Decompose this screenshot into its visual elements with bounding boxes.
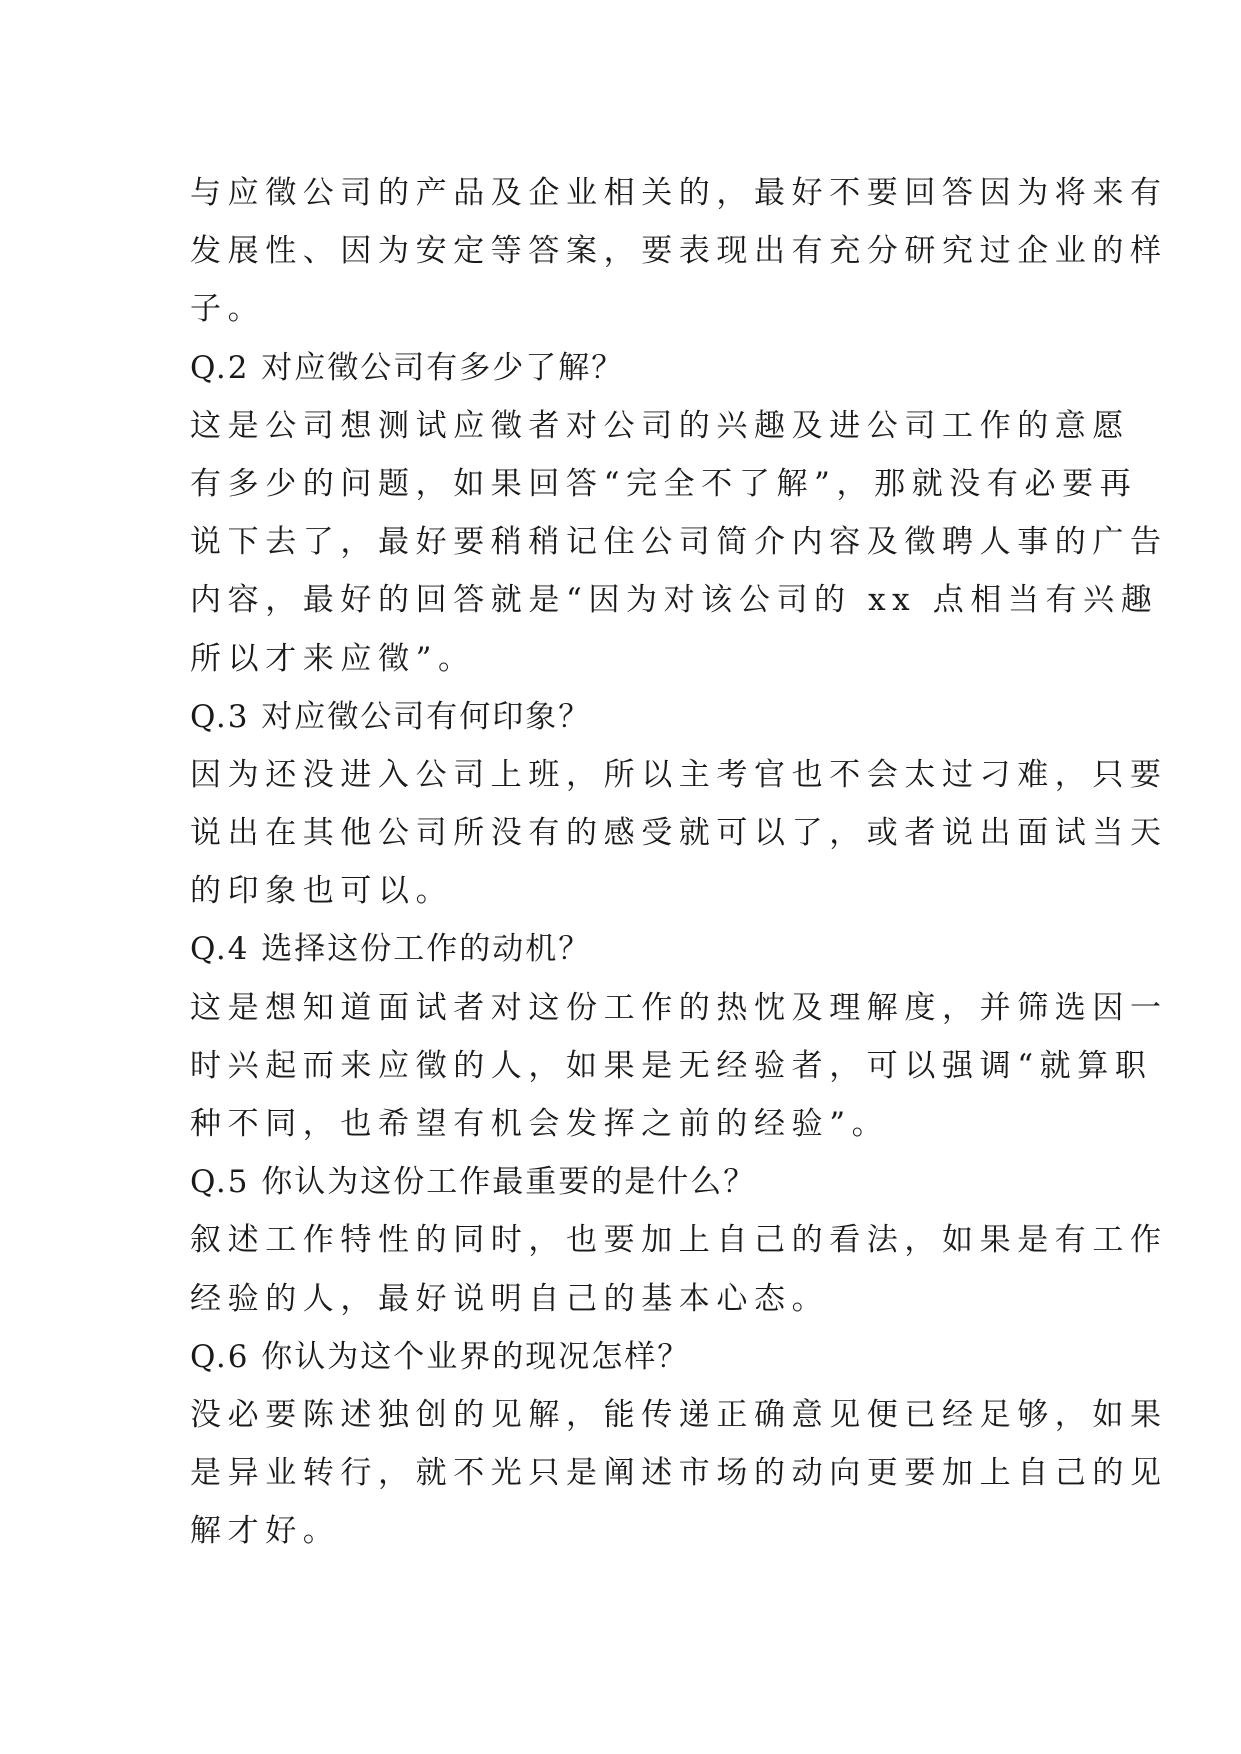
- answer-1-line-1: 与应徵公司的产品及企业相关的，最好不要回答因为将来有: [190, 175, 1168, 211]
- question-2: Q.2 对应徵公司有多少了解？: [190, 349, 625, 386]
- answer-4-line-1: 这是想知道面试者对这份工作的热忱及理解度，并筛选因一: [190, 989, 1168, 1026]
- answer-3-line-3: 的印象也可以。: [190, 873, 454, 910]
- answer-3-line-1: 因为还没进入公司上班，所以主考官也不会太过刁难，只要: [190, 756, 1168, 793]
- answer-5-line-2: 经验的人，最好说明自己的基本心态。: [190, 1280, 830, 1317]
- answer-2-line-2: 有多少的问题，如果回答“完全不了解”，那就没有必要再: [190, 465, 1138, 502]
- question-3: Q.3 对应徵公司有何印象？: [190, 698, 592, 735]
- question-4: Q.4 选择这份工作的动机？: [190, 931, 592, 968]
- answer-6-line-3: 解才好。: [190, 1513, 341, 1550]
- answer-5-line-1: 叙述工作特性的同时，也要加上自己的看法，如果是有工作: [190, 1222, 1168, 1259]
- answer-2-line-4: 内容，最好的回答就是“因为对该公司的 xx 点相当有兴趣: [190, 582, 1159, 619]
- answer-6-line-1: 没必要陈述独创的见解，能传递正确意见便已经足够，如果: [190, 1396, 1168, 1433]
- answer-2-line-1: 这是公司想测试应徵者对公司的兴趣及进公司工作的意愿: [190, 407, 1130, 444]
- answer-1-line-2: 发展性、因为安定等答案，要表现出有充分研究过企业的样: [190, 233, 1168, 270]
- document-body: [190, 164, 1168, 1561]
- question-5: Q.5 你认为这份工作最重要的是什么？: [190, 1164, 757, 1201]
- answer-2-line-3: 说下去了，最好要稍稍记住公司简介内容及徵聘人事的广告: [190, 524, 1168, 561]
- answer-6-line-2: 是异业转行，就不光只是阐述市场的动向更要加上自己的见: [190, 1455, 1168, 1492]
- answer-4-line-2: 时兴起而来应徵的人，如果是无经验者，可以强调“就算职: [190, 1047, 1153, 1084]
- answer-3-line-2: 说出在其他公司所没有的感受就可以了，或者说出面试当天: [190, 815, 1168, 852]
- answer-1-line-3: 子。: [190, 291, 266, 328]
- question-6: Q.6 你认为这个业界的现况怎样？: [190, 1338, 691, 1375]
- answer-2-line-5: 所以才来应徵”。: [190, 640, 476, 677]
- answer-4-line-3: 种不同，也希望有机会发挥之前的经验”。: [190, 1106, 890, 1142]
